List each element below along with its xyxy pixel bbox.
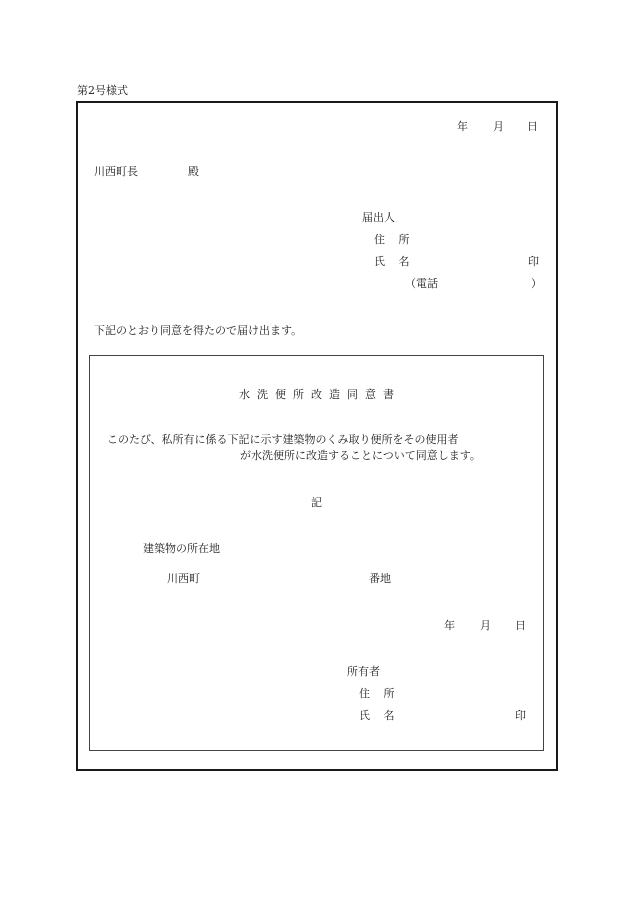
owner-seal: 印: [515, 709, 526, 722]
notification-date-month: 月: [493, 120, 504, 133]
consent-date-month: 月: [480, 619, 491, 632]
consent-body-line2: が水洗便所に改造することについて同意します。: [240, 449, 481, 462]
notifier-seal: 印: [528, 255, 539, 268]
consent-date-year: 年: [444, 619, 455, 632]
owner-address-label: 住 所: [359, 687, 400, 700]
owner-name-label: 氏 名: [359, 709, 400, 722]
notification-date-year: 年: [457, 120, 468, 133]
consent-body-line1: このたび、私所有に係る下記に示す建築物のくみ取り便所をその使用者: [107, 433, 459, 446]
addressee-honorific: 殿: [188, 165, 199, 178]
addressee-name: 川西町長: [94, 165, 138, 178]
notifier-phone-close: ）: [531, 277, 542, 290]
consent-date-day: 日: [515, 619, 526, 632]
notifier-name-label: 氏 名: [374, 255, 415, 268]
location-town: 川西町: [167, 572, 200, 585]
notifier-phone-open: （電話: [405, 277, 438, 290]
location-label: 建築物の所在地: [143, 542, 220, 555]
consent-title: 水洗便所改造同意書: [239, 388, 401, 401]
notifier-address-label: 住 所: [374, 233, 415, 246]
notification-statement: 下記のとおり同意を得たので届け出ます。: [94, 324, 303, 337]
notification-date-day: 日: [527, 120, 538, 133]
consent-ki: 記: [311, 496, 322, 509]
form-number: 第2号様式: [77, 84, 128, 97]
owner-heading: 所有者: [347, 665, 380, 678]
notifier-heading: 届出人: [362, 211, 395, 224]
location-lot: 番地: [369, 572, 391, 585]
